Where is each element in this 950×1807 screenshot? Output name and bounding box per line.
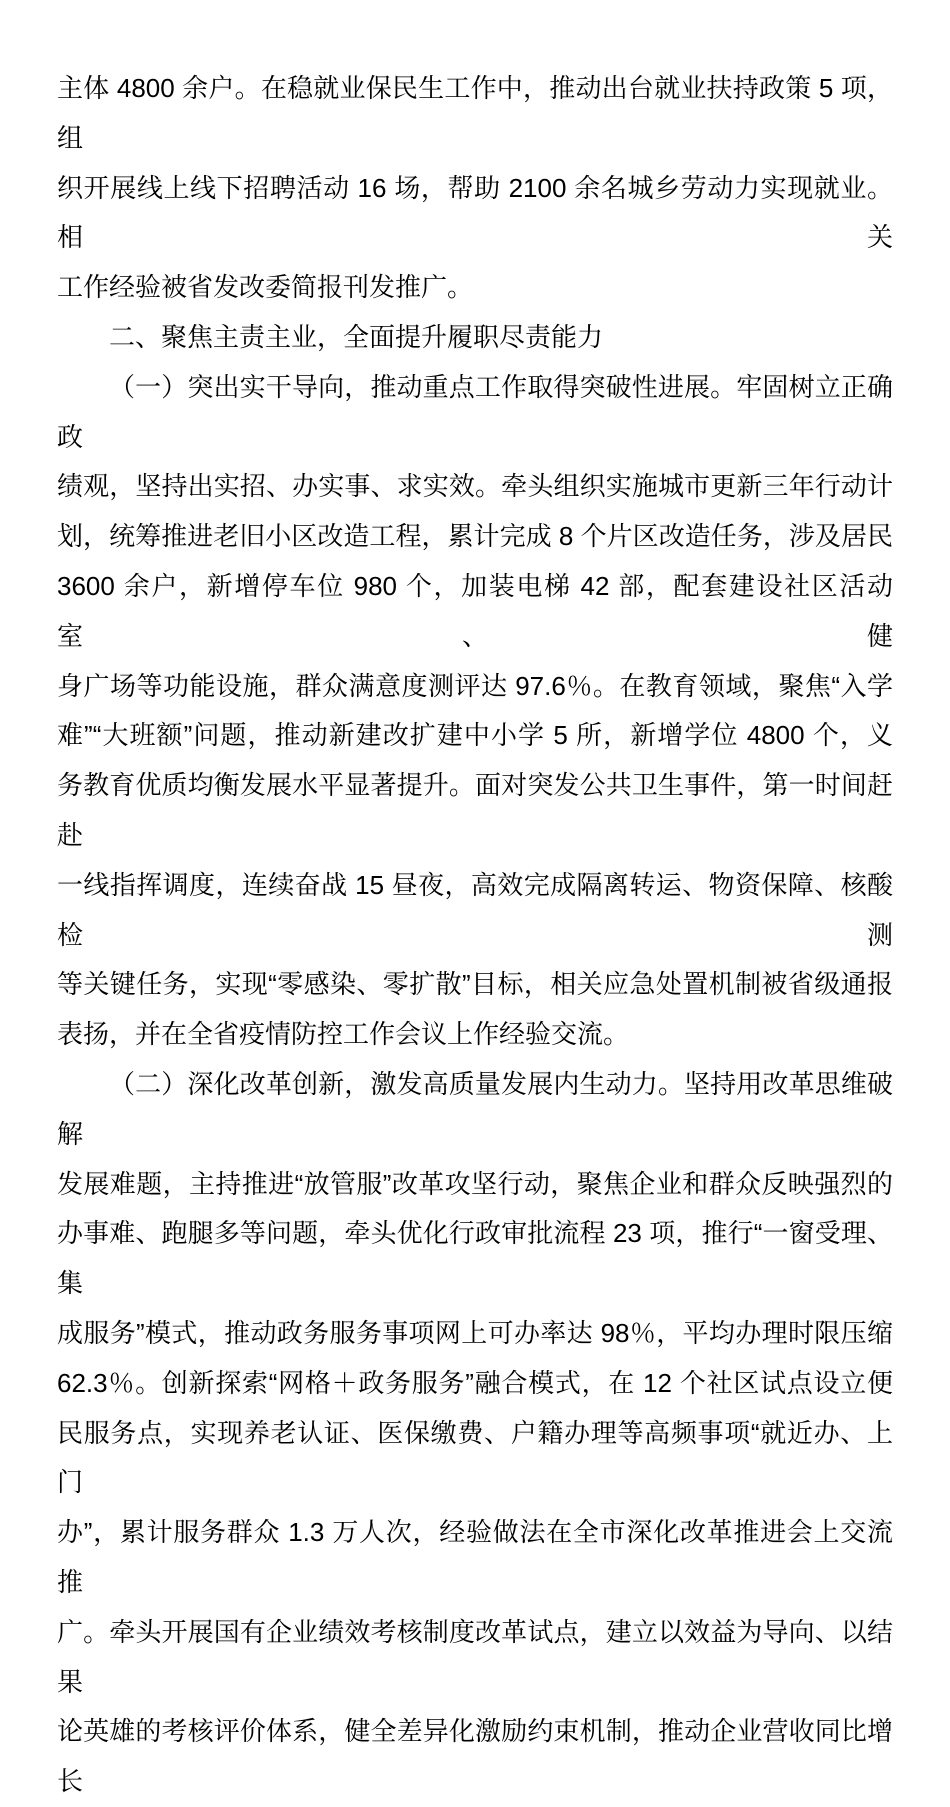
text-line: 民服务点，实现养老认证、医保缴费、户籍办理等高频事项“就近办、上门	[57, 1417, 893, 1498]
paragraph-start-line: （一）突出实干导向，推动重点工作取得突破性进展。牢固树立正确政	[57, 371, 893, 452]
text-line: 62.3％。创新探索“网格＋政务服务”融合模式，在 12 个社区试点设立便	[57, 1367, 893, 1398]
text-line: 等关键任务，实现“零感染、零扩散”目标，相关应急处置机制被省级通报	[57, 969, 893, 1000]
text-line: 发展难题，主持推进“放管服”改革攻坚行动，聚焦企业和群众反映强烈的	[57, 1168, 893, 1199]
text-line: 织开展线上线下招聘活动 16 场，帮助 2100 余名城乡劳动力实现就业。相关	[57, 172, 893, 253]
text-line: 难”“大班额”问题，推动新建改扩建中小学 5 所，新增学位 4800 个，义	[57, 720, 893, 751]
text-line: 广。牵头开展国有企业绩效考核制度改革试点，建立以效益为导向、以结果	[57, 1616, 893, 1697]
text-line: 成服务”模式，推动政务服务事项网上可办率达 98％，平均办理时限压缩	[57, 1317, 893, 1348]
text-line: 论英雄的考核评价体系，健全差异化激励约束机制，推动企业营收同比增长	[57, 1716, 893, 1797]
text-line: 3600 余户，新增停车位 980 个，加装电梯 42 部，配套建设社区活动室、健	[57, 570, 893, 651]
text-line: 工作经验被省发改委简报刊发推广。	[57, 272, 474, 303]
text-line: 表扬，并在全省疫情防控工作会议上作经验交流。	[57, 1019, 630, 1050]
text-line: 身广场等功能设施，群众满意度测评达 97.6％。在教育领域，聚焦“入学	[57, 670, 893, 701]
text-line: 办事难、跑腿多等问题，牵头优化行政审批流程 23 项，推行“一窗受理、集	[57, 1218, 893, 1299]
text-line: 务教育优质均衡发展水平显著提升。面对突发公共卫生事件，第一时间赶赴	[57, 770, 893, 850]
section-heading: 二、聚焦主责主业，全面提升履职尽责能力	[109, 321, 604, 352]
text-line: 办”，累计服务群众 1.3 万人次，经验做法在全市深化改革推进会上交流推	[57, 1517, 893, 1597]
text-line: 绩观，坚持出实招、办实事、求实效。牵头组织实施城市更新三年行动计	[57, 471, 893, 502]
text-line: 划，统筹推进老旧小区改造工程，累计完成 8 个片区改造任务，涉及居民	[57, 521, 893, 552]
text-line: 主体 4800 余户。在稳就业保民生工作中，推动出台就业扶持政策 5 项，组	[57, 73, 893, 153]
paragraph-start-line: （二）深化改革创新，激发高质量发展内生动力。坚持用改革思维破解	[57, 1068, 893, 1149]
text-line: 一线指挥调度，连续奋战 15 昼夜，高效完成隔离转运、物资保障、核酸检测	[57, 869, 893, 950]
